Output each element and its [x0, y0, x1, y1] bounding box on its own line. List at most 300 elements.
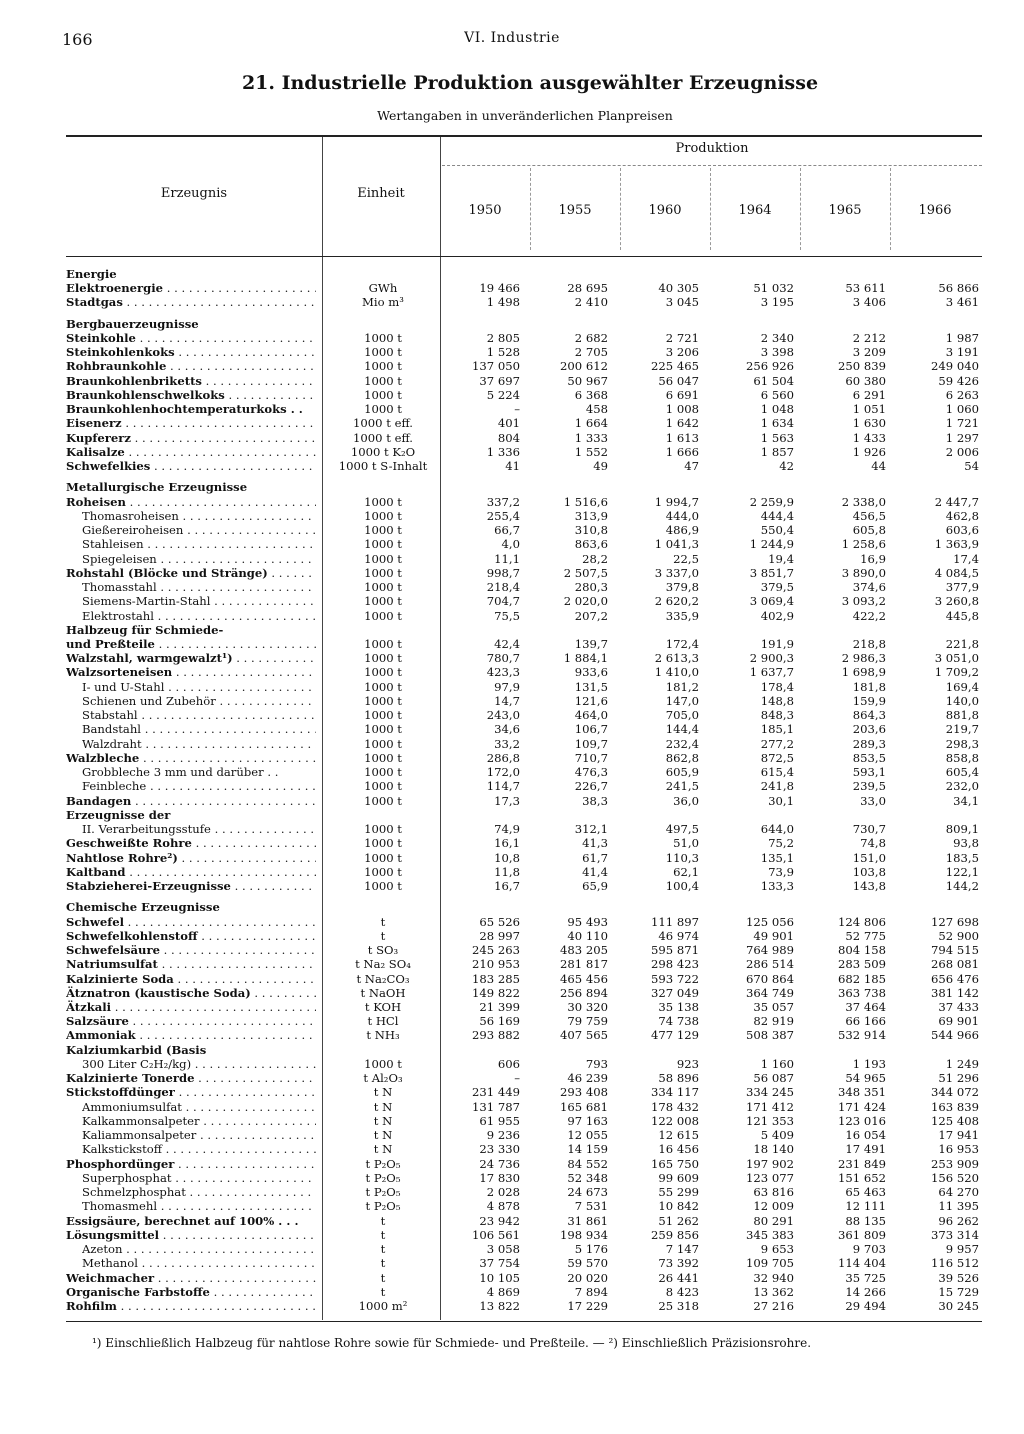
- page-number: 166: [62, 30, 93, 49]
- cell-1966: 858,8: [945, 750, 979, 765]
- cell-1965: 3 093,2: [841, 594, 886, 609]
- cell-1964: 133,3: [760, 879, 794, 894]
- cell-1960: 298 423: [651, 957, 699, 972]
- cell-1950: 423,3: [486, 665, 520, 680]
- row-label: Ammoniumsulfat . . .: [82, 1100, 316, 1114]
- cell-1965: 65 463: [845, 1185, 886, 1200]
- cell-1966: 381 142: [931, 985, 979, 1000]
- cell-1964: 148,8: [760, 693, 794, 708]
- row-unit: t NaOH: [360, 985, 406, 1000]
- table-row: [0, 374, 1024, 388]
- cell-1955: 863,6: [574, 537, 608, 552]
- row-label: Stadtgas . . .: [66, 295, 316, 309]
- cell-1950: 243,0: [486, 708, 520, 723]
- cell-1950: 1 498: [486, 295, 520, 310]
- cell-1955: 31 861: [567, 1213, 608, 1228]
- cell-1964: 121 353: [746, 1113, 794, 1128]
- cell-1966: 116 512: [931, 1256, 979, 1271]
- cell-1965: 730,7: [852, 822, 886, 837]
- cell-1960: 2 721: [665, 330, 699, 345]
- cell-1960: 923: [676, 1056, 699, 1071]
- cell-1964: 35 057: [753, 1000, 794, 1014]
- cell-1950: 704,7: [486, 594, 520, 609]
- table-row: [0, 651, 1024, 665]
- cell-1950: 114,7: [486, 779, 520, 794]
- cell-1950: 401: [497, 416, 520, 431]
- cell-1960: 241,5: [665, 779, 699, 794]
- cell-1950: 17 830: [479, 1170, 520, 1185]
- row-unit: 1000 t: [364, 722, 402, 737]
- cell-1965: 44: [871, 459, 886, 474]
- cell-1965: 6 291: [852, 387, 886, 402]
- row-label: Walzbleche . . .: [66, 751, 316, 765]
- cell-1966: 656 476: [931, 971, 979, 986]
- row-label: Bandagen . . .: [66, 794, 316, 808]
- cell-1950: 34,6: [494, 722, 520, 737]
- cell-1955: 280,3: [574, 580, 608, 595]
- header-subrule: [442, 165, 982, 166]
- cell-1960: 165 750: [651, 1156, 699, 1171]
- cell-1964: 9 653: [760, 1242, 794, 1257]
- cell-1965: 456,5: [852, 508, 886, 523]
- table-row: [0, 580, 1024, 594]
- row-unit: 1000 t: [364, 879, 402, 894]
- row-label: Thomasstahl . . .: [82, 580, 316, 594]
- footnote: ¹) Einschließlich Halbzeug für nahtlose Rohre sowie für Schmiede- und Preßteile. — ²) Einschließlich Präzisionsrohre.: [92, 1336, 812, 1350]
- row-label: Elektroenergie . . .: [66, 281, 316, 295]
- cell-1955: 483 205: [560, 943, 608, 958]
- header-bottom-rule: [66, 256, 982, 257]
- cell-1964: 3 398: [760, 345, 794, 360]
- table-row: [0, 943, 1024, 957]
- cell-1960: 22,5: [673, 551, 699, 566]
- row-label: Rohstahl (Blöcke und Stränge) . . .: [66, 566, 316, 580]
- cell-1960: 100,4: [665, 879, 699, 894]
- cell-1955: 28,2: [582, 551, 608, 566]
- table-row: [0, 986, 1024, 1000]
- table-row: [0, 537, 1024, 551]
- row-label: Schwefelkies . . .: [66, 459, 316, 473]
- cell-1950: 804: [497, 430, 520, 445]
- cell-1960: 6 691: [665, 387, 699, 402]
- cell-1950: 9 236: [486, 1128, 520, 1143]
- cell-1950: 16,1: [494, 836, 520, 851]
- cell-1964: 402,9: [760, 608, 794, 623]
- cell-1965: 239,5: [852, 779, 886, 794]
- cell-1966: 445,8: [945, 608, 979, 623]
- cell-1955: 200 612: [560, 359, 608, 374]
- header-unit: Einheit: [357, 186, 405, 201]
- cell-1966: 96 262: [938, 1213, 979, 1228]
- cell-1966: 6 263: [945, 387, 979, 402]
- row-unit: 1000 t K₂O: [350, 444, 416, 459]
- table-row: [0, 331, 1024, 345]
- cell-1965: 3 209: [852, 345, 886, 360]
- cell-1960: 55 299: [658, 1185, 699, 1200]
- table-row: [0, 1157, 1024, 1171]
- row-label: Natriumsulfat . . .: [66, 957, 316, 971]
- cell-1960: 40 305: [658, 281, 699, 296]
- row-label: Erzeugnisse der: [66, 807, 171, 822]
- row-unit: t HCl: [367, 1014, 399, 1029]
- cell-1964: 3 195: [760, 295, 794, 310]
- cell-1966: 4 084,5: [934, 565, 979, 580]
- cell-1965: 203,6: [852, 722, 886, 737]
- row-label: Schwefel . . .: [66, 915, 316, 929]
- cell-1965: 1 258,6: [841, 537, 886, 552]
- cell-1964: 345 383: [746, 1227, 794, 1242]
- cell-1955: 312,1: [574, 822, 608, 837]
- cell-1966: 249 040: [931, 359, 979, 374]
- cell-1966: 54: [964, 459, 979, 474]
- cell-1955: 50 967: [567, 373, 608, 388]
- cell-1960: 178 432: [651, 1099, 699, 1114]
- cell-1955: 933,6: [574, 665, 608, 680]
- cell-1966: 794 515: [931, 943, 979, 958]
- cell-1964: 42: [779, 459, 794, 474]
- row-unit: 1000 t: [364, 608, 402, 623]
- cell-1950: 65 526: [479, 914, 520, 929]
- cell-1950: 33,2: [494, 736, 520, 751]
- table-row: [0, 1057, 1024, 1071]
- table-row: [0, 623, 1024, 637]
- table-row: [0, 865, 1024, 879]
- row-label: Schwefelsäure . . .: [66, 943, 316, 957]
- row-unit: 1000 t: [364, 836, 402, 851]
- cell-1966: 268 081: [931, 957, 979, 972]
- cell-1966: 373 314: [931, 1227, 979, 1242]
- cell-1966: 125 408: [931, 1113, 979, 1128]
- row-label: 300 Liter C₂H₂/kg) . . .: [82, 1057, 316, 1071]
- table-row: [0, 1242, 1024, 1256]
- row-unit: t SO₃: [367, 943, 399, 958]
- cell-1960: 1 041,3: [654, 537, 699, 552]
- cell-1966: 52 900: [938, 928, 979, 943]
- row-label: Essigsäure, berechnet auf 100% . . .: [66, 1213, 299, 1228]
- cell-1964: 80 291: [753, 1213, 794, 1228]
- row-label: Kalisalze . . .: [66, 445, 316, 459]
- row-label: Schwefelkohlenstoff . . .: [66, 929, 316, 943]
- row-label: Lösungsmittel . . .: [66, 1228, 316, 1242]
- cell-1964: 32 940: [753, 1270, 794, 1285]
- cell-1964: 73,9: [768, 864, 794, 879]
- table-row: [0, 1171, 1024, 1185]
- cell-1960: 8 423: [665, 1284, 699, 1299]
- cell-1955: 1 664: [574, 416, 608, 431]
- table-row: [0, 779, 1024, 793]
- row-label: Walzdraht . . .: [82, 737, 316, 751]
- row-label: Ätznatron (kaustische Soda) . . .: [66, 986, 316, 1000]
- cell-1966: 127 698: [931, 914, 979, 929]
- row-label: Spiegeleisen . . .: [82, 552, 316, 566]
- cell-1955: 256 894: [560, 985, 608, 1000]
- cell-1966: 30 245: [938, 1299, 979, 1314]
- row-label: Rohbraunkohle . . .: [66, 359, 316, 373]
- cell-1950: 19 466: [479, 281, 520, 296]
- cell-1964: 1 637,7: [749, 665, 794, 680]
- row-label: Kalzinierte Tonerde . . .: [66, 1071, 316, 1085]
- cell-1966: 1 721: [945, 416, 979, 431]
- cell-1966: 140,0: [945, 693, 979, 708]
- cell-1960: 12 615: [658, 1128, 699, 1143]
- table-row: [0, 1114, 1024, 1128]
- table-row: [0, 431, 1024, 445]
- cell-1950: 2 028: [486, 1185, 520, 1200]
- cell-1950: 998,7: [486, 565, 520, 580]
- year-divider: [530, 168, 531, 250]
- cell-1960: 10 842: [658, 1199, 699, 1214]
- row-unit: 1000 t: [364, 359, 402, 374]
- row-unit: 1000 t: [364, 665, 402, 680]
- cell-1965: 804 158: [838, 943, 886, 958]
- cell-1950: 11,1: [494, 551, 520, 566]
- row-unit: 1000 t: [364, 765, 402, 780]
- cell-1955: 95 493: [567, 914, 608, 929]
- cell-1955: 458: [585, 402, 608, 417]
- row-unit: t KOH: [364, 1000, 402, 1014]
- row-label: Kaliammonsalpeter . . .: [82, 1128, 316, 1142]
- row-label: Phosphordünger . . .: [66, 1157, 316, 1171]
- cell-1966: 144,2: [945, 879, 979, 894]
- cell-1960: 1 994,7: [654, 494, 699, 509]
- row-label: Kalzinierte Soda . . .: [66, 972, 316, 986]
- cell-1965: 103,8: [852, 864, 886, 879]
- cell-1965: 1 698,9: [841, 665, 886, 680]
- cell-1966: 2 447,7: [934, 494, 979, 509]
- cell-1960: 1 613: [665, 430, 699, 445]
- cell-1955: 52 348: [567, 1170, 608, 1185]
- cell-1950: 3 058: [486, 1242, 520, 1257]
- cell-1960: 259 856: [651, 1227, 699, 1242]
- row-label: Braunkohlenschwelkoks . . .: [66, 388, 316, 402]
- table-row: [0, 495, 1024, 509]
- row-label: Siemens-Martin-Stahl . . .: [82, 594, 316, 608]
- row-label: Ammoniak . . .: [66, 1028, 316, 1042]
- cell-1950: 210 953: [472, 957, 520, 972]
- cell-1950: 74,9: [494, 822, 520, 837]
- table-row: [0, 722, 1024, 736]
- cell-1964: 277,2: [760, 736, 794, 751]
- table-row: [0, 665, 1024, 679]
- table-row: [0, 1071, 1024, 1085]
- cell-1964: 197 902: [746, 1156, 794, 1171]
- cell-1950: 1 336: [486, 444, 520, 459]
- cell-1955: 106,7: [574, 722, 608, 737]
- cell-1966: 2 006: [945, 444, 979, 459]
- row-unit: 1000 t: [364, 1056, 402, 1071]
- row-unit: t: [380, 1227, 386, 1242]
- row-unit: t: [380, 1213, 386, 1228]
- header-year-1960: 1960: [648, 203, 682, 218]
- cell-1955: 464,0: [574, 708, 608, 723]
- row-unit: 1000 t: [364, 822, 402, 837]
- cell-1955: 109,7: [574, 736, 608, 751]
- cell-1960: 110,3: [665, 850, 699, 865]
- table-row: [0, 1142, 1024, 1156]
- cell-1950: 66,7: [494, 523, 520, 538]
- cell-1960: 2 613,3: [654, 651, 699, 666]
- cell-1965: 2 338,0: [841, 494, 886, 509]
- cell-1966: 462,8: [945, 508, 979, 523]
- cell-1950: –: [514, 1071, 520, 1086]
- cell-1950: 16,7: [494, 879, 520, 894]
- cell-1964: 3 069,4: [749, 594, 794, 609]
- cell-1950: 37 754: [479, 1256, 520, 1271]
- table-row: [0, 345, 1024, 359]
- year-divider: [710, 168, 711, 250]
- row-label: Stabstahl . . .: [82, 708, 316, 722]
- cell-1966: 809,1: [945, 822, 979, 837]
- cell-1955: 65,9: [582, 879, 608, 894]
- cell-1960: 705,0: [665, 708, 699, 723]
- cell-1965: 593,1: [852, 765, 886, 780]
- table-row: [0, 1285, 1024, 1299]
- cell-1966: 605,4: [945, 765, 979, 780]
- cell-1965: 2 212: [852, 330, 886, 345]
- row-label: Methanol . . .: [82, 1256, 316, 1270]
- cell-1964: 178,4: [760, 679, 794, 694]
- table-row: [0, 1199, 1024, 1213]
- cell-1950: 37 697: [479, 373, 520, 388]
- cell-1964: 379,5: [760, 580, 794, 595]
- row-unit: 1000 t: [364, 793, 402, 808]
- cell-1964: 2 900,3: [749, 651, 794, 666]
- cell-1955: 121,6: [574, 693, 608, 708]
- cell-1966: 3 461: [945, 295, 979, 310]
- table-row: [0, 1185, 1024, 1199]
- row-label: Bergbauerzeugnisse: [66, 316, 199, 331]
- table-row: [0, 794, 1024, 808]
- row-unit: 1000 t: [364, 736, 402, 751]
- cell-1965: 54 965: [845, 1071, 886, 1086]
- table-row: [0, 402, 1024, 416]
- row-label: Stahleisen . . .: [82, 537, 316, 551]
- cell-1965: 1 433: [852, 430, 886, 445]
- cell-1955: 139,7: [574, 637, 608, 651]
- cell-1955: 20 020: [567, 1270, 608, 1285]
- row-unit: t: [380, 928, 386, 943]
- row-label: Schienen und Zubehör . . .: [82, 694, 316, 708]
- cell-1964: 191,9: [760, 637, 794, 651]
- row-label: Roheisen . . .: [66, 495, 316, 509]
- cell-1960: 74 738: [658, 1014, 699, 1029]
- cell-1950: 1 528: [486, 345, 520, 360]
- cell-1960: 36,0: [673, 793, 699, 808]
- cell-1966: 11 395: [938, 1199, 979, 1214]
- cell-1966: 221,8: [945, 637, 979, 651]
- cell-1950: 28 997: [479, 928, 520, 943]
- cell-1955: 293 408: [560, 1085, 608, 1100]
- cell-1960: 477 129: [651, 1028, 699, 1043]
- cell-1960: 35 138: [658, 1000, 699, 1014]
- table-row: [0, 694, 1024, 708]
- cell-1950: 75,5: [494, 608, 520, 623]
- table-row: [0, 1256, 1024, 1270]
- row-label: Kalkammonsalpeter . . .: [82, 1114, 316, 1128]
- row-unit: t Al₂O₃: [363, 1071, 403, 1086]
- cell-1964: 185,1: [760, 722, 794, 737]
- cell-1950: 606: [497, 1056, 520, 1071]
- cell-1955: 79 759: [567, 1014, 608, 1029]
- cell-1960: 862,8: [665, 750, 699, 765]
- cell-1965: 374,6: [852, 580, 886, 595]
- cell-1965: 17 491: [845, 1142, 886, 1157]
- cell-1964: 13 362: [753, 1284, 794, 1299]
- row-label: Thomasmehl . . .: [82, 1199, 316, 1213]
- row-label: Nahtlose Rohre²) . . .: [66, 851, 316, 865]
- cell-1960: 327 049: [651, 985, 699, 1000]
- row-label: und Preßteile . . .: [66, 637, 316, 651]
- table-row: [0, 295, 1024, 309]
- cell-1965: 143,8: [852, 879, 886, 894]
- row-unit: 1000 t: [364, 537, 402, 552]
- cell-1965: 151 652: [838, 1170, 886, 1185]
- cell-1965: 33,0: [860, 793, 886, 808]
- cell-1955: 7 531: [574, 1199, 608, 1214]
- cell-1955: 710,7: [574, 750, 608, 765]
- cell-1964: 171 412: [746, 1099, 794, 1114]
- table-row: [0, 594, 1024, 608]
- cell-1955: 41,3: [582, 836, 608, 851]
- row-label: Steinkohle . . .: [66, 331, 316, 345]
- header-production: Produktion: [675, 141, 749, 156]
- cell-1965: 605,8: [852, 523, 886, 538]
- row-unit: t: [380, 914, 386, 929]
- row-label: Azeton . . .: [82, 1242, 316, 1256]
- cell-1964: 75,2: [768, 836, 794, 851]
- cell-1964: 123 077: [746, 1170, 794, 1185]
- cell-1950: 61 955: [479, 1113, 520, 1128]
- cell-1955: 84 552: [567, 1156, 608, 1171]
- row-unit: 1000 t: [364, 679, 402, 694]
- cell-1966: 37 433: [938, 1000, 979, 1014]
- cell-1965: 853,5: [852, 750, 886, 765]
- cell-1966: 156 520: [931, 1170, 979, 1185]
- cell-1960: 51,0: [673, 836, 699, 851]
- running-head: VI. Industrie: [464, 30, 560, 46]
- cell-1965: 114 404: [838, 1256, 886, 1271]
- cell-1966: 3 191: [945, 345, 979, 360]
- cell-1955: 793: [585, 1056, 608, 1071]
- table-row: [0, 1000, 1024, 1014]
- row-label: Superphosphat . . .: [82, 1171, 316, 1185]
- header-year-1965: 1965: [828, 203, 862, 218]
- row-unit: 1000 t: [364, 779, 402, 794]
- cell-1965: 53 611: [845, 281, 886, 296]
- cell-1960: 7 147: [665, 1242, 699, 1257]
- row-unit: 1000 t: [364, 494, 402, 509]
- cell-1955: 1 516,6: [563, 494, 608, 509]
- row-unit: t N: [373, 1085, 393, 1100]
- cell-1955: 97 163: [567, 1113, 608, 1128]
- table-row: [0, 1299, 1024, 1313]
- row-label: Braunkohlenbriketts . . .: [66, 374, 316, 388]
- cell-1966: 39 526: [938, 1270, 979, 1285]
- cell-1966: 93,8: [953, 836, 979, 851]
- row-unit: t: [380, 1270, 386, 1285]
- cell-1955: 2 705: [574, 345, 608, 360]
- cell-1966: 64 270: [938, 1185, 979, 1200]
- cell-1965: 532 914: [838, 1028, 886, 1043]
- row-label: Walzstahl, warmgewalzt¹) . . .: [66, 651, 316, 665]
- table-row: [0, 637, 1024, 651]
- cell-1965: 3 890,0: [841, 565, 886, 580]
- table-row: [0, 808, 1024, 822]
- cell-1950: 131 787: [472, 1099, 520, 1114]
- table-row: [0, 900, 1024, 914]
- row-label: Grobbleche 3 mm und darüber . .: [82, 765, 279, 780]
- cell-1965: 16,9: [860, 551, 886, 566]
